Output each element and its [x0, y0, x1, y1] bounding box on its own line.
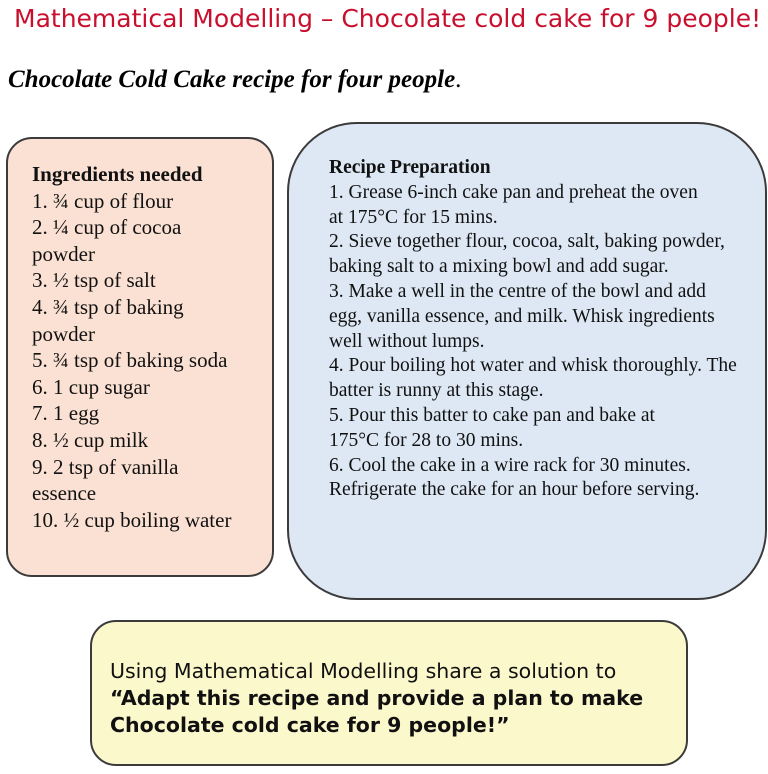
ingredient-item: 10. ½ cup boiling water	[32, 507, 232, 532]
preparation-step: 4. Pour boiling hot water and whisk thoroughly. The batter is runny at this stage.	[329, 355, 737, 402]
ingredient-item: 8. ½ cup milk	[32, 427, 149, 452]
preparation-panel	[287, 122, 767, 600]
recipe-subtitle-text: Chocolate Cold Cake recipe for four people	[8, 66, 456, 93]
preparation-step: 5. Pour this batter to cake pan and bake at 175°C for 28 to 30 mins.	[329, 404, 655, 451]
preparation-steps	[329, 181, 765, 503]
ingredient-item: 5. ¾ tsp of baking soda	[32, 348, 228, 373]
ingredients-list	[32, 188, 272, 534]
task-prompt-panel	[90, 620, 688, 766]
ingredient-item: 9. 2 tsp of vanilla essence	[32, 454, 179, 506]
preparation-heading: Recipe Preparation	[329, 157, 491, 178]
task-prompt-text: Using Mathematical Modelling share a solution to	[110, 659, 617, 683]
ingredient-item: 1. ¾ cup of flour	[32, 188, 174, 213]
recipe-subtitle-period: .	[455, 66, 462, 93]
preparation-step: 2. Sieve together flour, cocoa, salt, baking powder, baking salt to a mixing bowl and add sugar.	[329, 231, 725, 278]
ingredients-panel	[6, 137, 274, 577]
task-statement: “Adapt this recipe and provide a plan to make Chocolate cold cake for 9 people!”	[110, 686, 644, 737]
preparation-step: 1. Grease 6-inch cake pan and preheat the oven at 175°C for 15 mins.	[329, 181, 698, 228]
ingredient-item: 7. 1 egg	[32, 401, 100, 426]
ingredient-item: 4. ¾ tsp of baking powder	[32, 294, 184, 346]
recipe-subtitle	[8, 66, 461, 94]
ingredient-item: 2. ¼ cup of cocoa powder	[32, 215, 182, 266]
preparation-step: 3. Make a well in the centre of the bowl and add egg, vanilla essence, and milk. Whisk ingredients well without lumps.	[329, 280, 715, 352]
page-title: Mathematical Modelling – Chocolate cold cake for 9 people!	[14, 4, 762, 33]
preparation-step: 6. Cool the cake in a wire rack for 30 minutes. Refrigerate the cake for an hour before serving.	[329, 454, 700, 501]
ingredients-heading: Ingredients needed	[32, 162, 203, 186]
ingredient-item: 6. 1 cup sugar	[32, 374, 150, 399]
ingredient-item: 3. ½ tsp of salt	[32, 268, 156, 293]
